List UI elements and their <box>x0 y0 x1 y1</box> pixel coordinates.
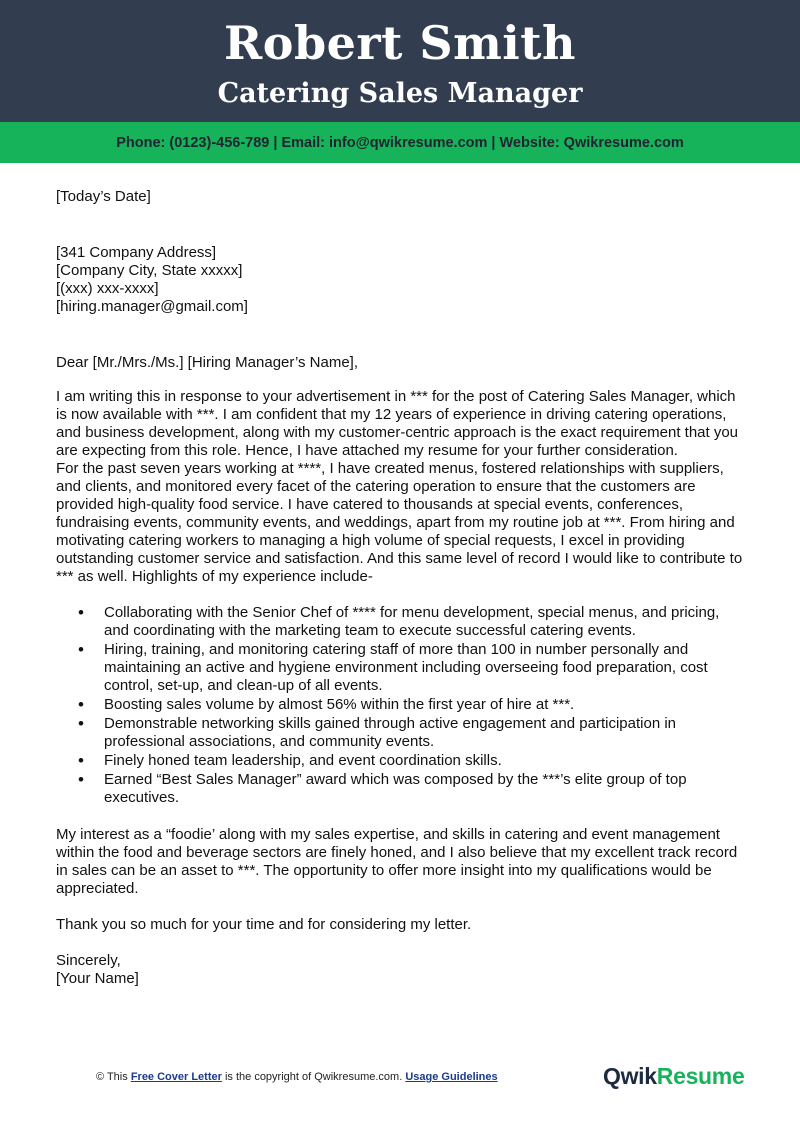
list-item: • Hiring, training, and monitoring catering staff of more than 100 in number personally and maintaining an active and hygiene environment including overseeing food preparation, cost control, set-up, and clean-up of all events. <box>104 641 746 695</box>
signature: [Your Name] <box>56 970 139 987</box>
logo-qwik: Qwik <box>603 1063 657 1089</box>
applicant-name: Robert Smith <box>224 16 576 70</box>
closing: Sincerely, <box>56 952 121 969</box>
address-line: [(xxx) xxx-xxxx] <box>56 280 159 297</box>
paragraph-thanks: Thank you so much for your time and for considering my letter. <box>56 916 472 933</box>
header-banner <box>0 0 800 122</box>
copyright-text: is the copyright of Qwikresume.com. <box>224 1071 403 1083</box>
contact-bar: Phone: (0123)-456-789 | Email: info@qwikresume.com | Website: Qwikresume.com <box>0 122 800 163</box>
salutation: Dear [Mr./Mrs./Ms.] [Hiring Manager’s Name], <box>56 354 359 371</box>
list-item: • Demonstrable networking skills gained through active engagement and participation in professional associations, and community events. <box>104 715 746 751</box>
list-item: • Boosting sales volume by almost 56% within the first year of hire at ***. <box>104 696 746 714</box>
highlights-list <box>56 604 746 807</box>
list-item: • Earned “Best Sales Manager” award which was composed by the ***’s elite group of top executives. <box>104 771 746 807</box>
recipient-address <box>56 244 746 316</box>
address-line: [Company City, State xxxxx] <box>56 262 243 279</box>
paragraph-experience: For the past seven years working at ****, I have created menus, fostered relationships with suppliers, and clients, and monitored every facet of the catering operation to ensure that the customers are provided high-quality food service. I have catered to thousands at special events, conferences, fundraising events, community events, and weddings, apart from my routine job at ***. From hiring and motivating catering workers to managing a high volume of special requests, I excel in providing outstanding customer service and satisfaction. And this same level of record I would like to contribute to *** as well. Highlights of my experience include- <box>56 460 743 585</box>
paragraph-interest: My interest as a “foodie’ along with my sales expertise, and skills in catering and event management within the food and beverage sectors are finely honed, and I also believe that my excellent track record in sales can be an asset to ***. The opportunity to offer more insight into my qualifications would be appreciated. <box>56 826 738 897</box>
address-line: [341 Company Address] <box>56 244 217 261</box>
copyright-prefix: © This <box>96 1071 128 1083</box>
list-item: • Collaborating with the Senior Chef of **** for menu development, special menus, and pricing, and coordinating with the marketing team to execute successful catering events. <box>104 604 746 640</box>
usage-guidelines-link[interactable]: Usage Guidelines <box>405 1071 498 1083</box>
copyright-footer <box>96 1071 498 1083</box>
letter-date: [Today’s Date] <box>56 188 151 205</box>
letter-body <box>56 188 746 988</box>
address-line: [hiring.manager@gmail.com] <box>56 298 248 315</box>
logo-resume: Resume <box>656 1063 745 1089</box>
free-cover-letter-link[interactable]: Free Cover Letter <box>130 1071 222 1083</box>
list-item: • Finely honed team leadership, and event coordination skills. <box>104 752 746 770</box>
paragraph-intro: I am writing this in response to your advertisement in *** for the post of Catering Sales Manager, which is now available with ***. I am confident that my 12 years of experience in driving catering operations, and business development, along with my customer-centric approach is the exact requirement that you are expecting from this role. Hence, I have attached my resume for your further consideration. <box>56 388 739 459</box>
job-title: Catering Sales Manager <box>217 78 583 109</box>
qwikresume-logo <box>603 1063 744 1090</box>
